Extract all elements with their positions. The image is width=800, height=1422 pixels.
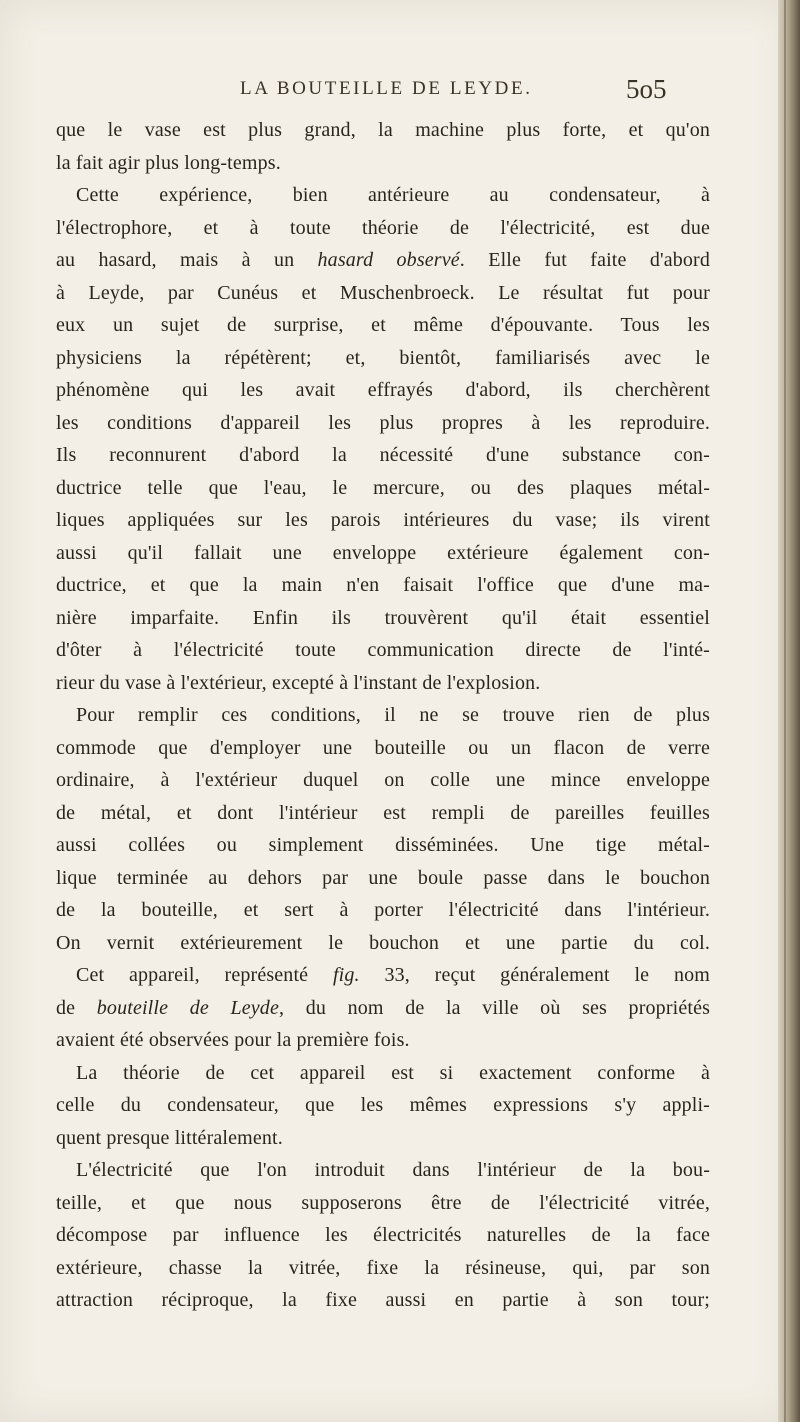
text-line: l'électrophore, et à toute théorie de l'électricité, est due xyxy=(56,216,710,239)
text-line: liques appliquées sur les parois intérieures du vase; ils virent xyxy=(56,509,710,531)
text-line: ductrice, et que la main n'en faisait l'office que d'une ma- xyxy=(56,574,710,596)
text-line: la fait agir plus long-temps. xyxy=(56,151,281,174)
text-line: eux un sujet de surprise, et même d'épouvante. Tous les xyxy=(56,314,710,336)
text-line: décompose par influence les électricités naturelles de la face xyxy=(56,1224,710,1246)
italic-phrase: hasard observé xyxy=(317,249,460,271)
text-line: rieur du vase à l'extérieur, excepté à l'instant de l'explosion. xyxy=(56,671,541,694)
text-line: d'ôter à l'électricité toute communication directe de l'inté- xyxy=(56,639,710,661)
text-line: que le vase est plus grand, la machine plus forte, et qu'on xyxy=(56,119,710,141)
body-text xyxy=(56,114,710,1317)
text-line: quent presque littéralement. xyxy=(56,1126,283,1149)
text-line: ordinaire, à l'extérieur duquel on colle une mince enveloppe xyxy=(56,769,710,791)
text-line: La théorie de cet appareil est si exactement conforme à xyxy=(76,1061,710,1084)
text-line: teille, et que nous supposerons être de l'électricité vitrée, xyxy=(56,1191,710,1214)
text-line: physiciens la répétèrent; et, bientôt, familiarisés avec le xyxy=(56,346,710,369)
text-line: aussi qu'il fallait une enveloppe extérieure également con- xyxy=(56,541,710,564)
text-line: L'électricité que l'on introduit dans l'intérieur de la bou- xyxy=(76,1159,710,1181)
text-line: Ils reconnurent d'abord la nécessité d'une substance con- xyxy=(56,444,710,466)
text-line: nière imparfaite. Enfin ils trouvèrent qu'il était essentiel xyxy=(56,606,710,629)
text-line: avaient été observées pour la première fois. xyxy=(56,1029,410,1051)
book-binding-edge xyxy=(778,0,800,1422)
italic-phrase: bouteille de Leyde xyxy=(96,996,279,1019)
text-line: Cet appareil, représenté fig. 33, reçut généralement le nom xyxy=(76,964,710,986)
italic-phrase: fig. xyxy=(332,964,360,986)
text-line: lique terminée au dehors par une boule passe dans le bouchon xyxy=(56,866,710,889)
text-line: Cette expérience, bien antérieure au condensateur, à xyxy=(76,184,710,206)
text-line: à Leyde, par Cunéus et Muschenbroeck. Le résultat fut pour xyxy=(56,281,710,304)
text-line: On vernit extérieurement le bouchon et une partie du col. xyxy=(56,931,710,954)
text-line: de métal, et dont l'intérieur est rempli de pareilles feuilles xyxy=(56,801,710,824)
text-line: les conditions d'appareil les plus propres à les reproduire. xyxy=(56,411,710,434)
page-number: 5o5 xyxy=(626,74,667,104)
text-line: commode que d'employer une bouteille ou un flacon de verre xyxy=(56,736,710,759)
text-line: attraction réciproque, la fixe aussi en partie à son tour; xyxy=(56,1289,710,1311)
running-head xyxy=(0,74,792,108)
text-line: extérieure, chasse la vitrée, fixe la résineuse, qui, par son xyxy=(56,1256,710,1279)
text-line: de la bouteille, et sert à porter l'électricité dans l'intérieur. xyxy=(56,899,710,921)
text-line: aussi collées ou simplement disséminées. Une tige métal- xyxy=(56,834,710,856)
text-line: celle du condensateur, que les mêmes expressions s'y appli- xyxy=(56,1094,710,1116)
text-line: Pour remplir ces conditions, il ne se trouve rien de plus xyxy=(76,704,710,726)
text-line: de bouteille de Leyde, du nom de la ville où ses propriétés xyxy=(56,996,711,1019)
running-title: LA BOUTEILLE DE LEYDE. xyxy=(240,78,533,99)
text-line: phénomène qui les avait effrayés d'abord, ils cherchèrent xyxy=(56,379,710,401)
text-line: ductrice telle que l'eau, le mercure, ou des plaques métal- xyxy=(56,476,710,499)
text-line: au hasard, mais à un hasard observé. Elle fut faite d'abord xyxy=(56,249,711,271)
